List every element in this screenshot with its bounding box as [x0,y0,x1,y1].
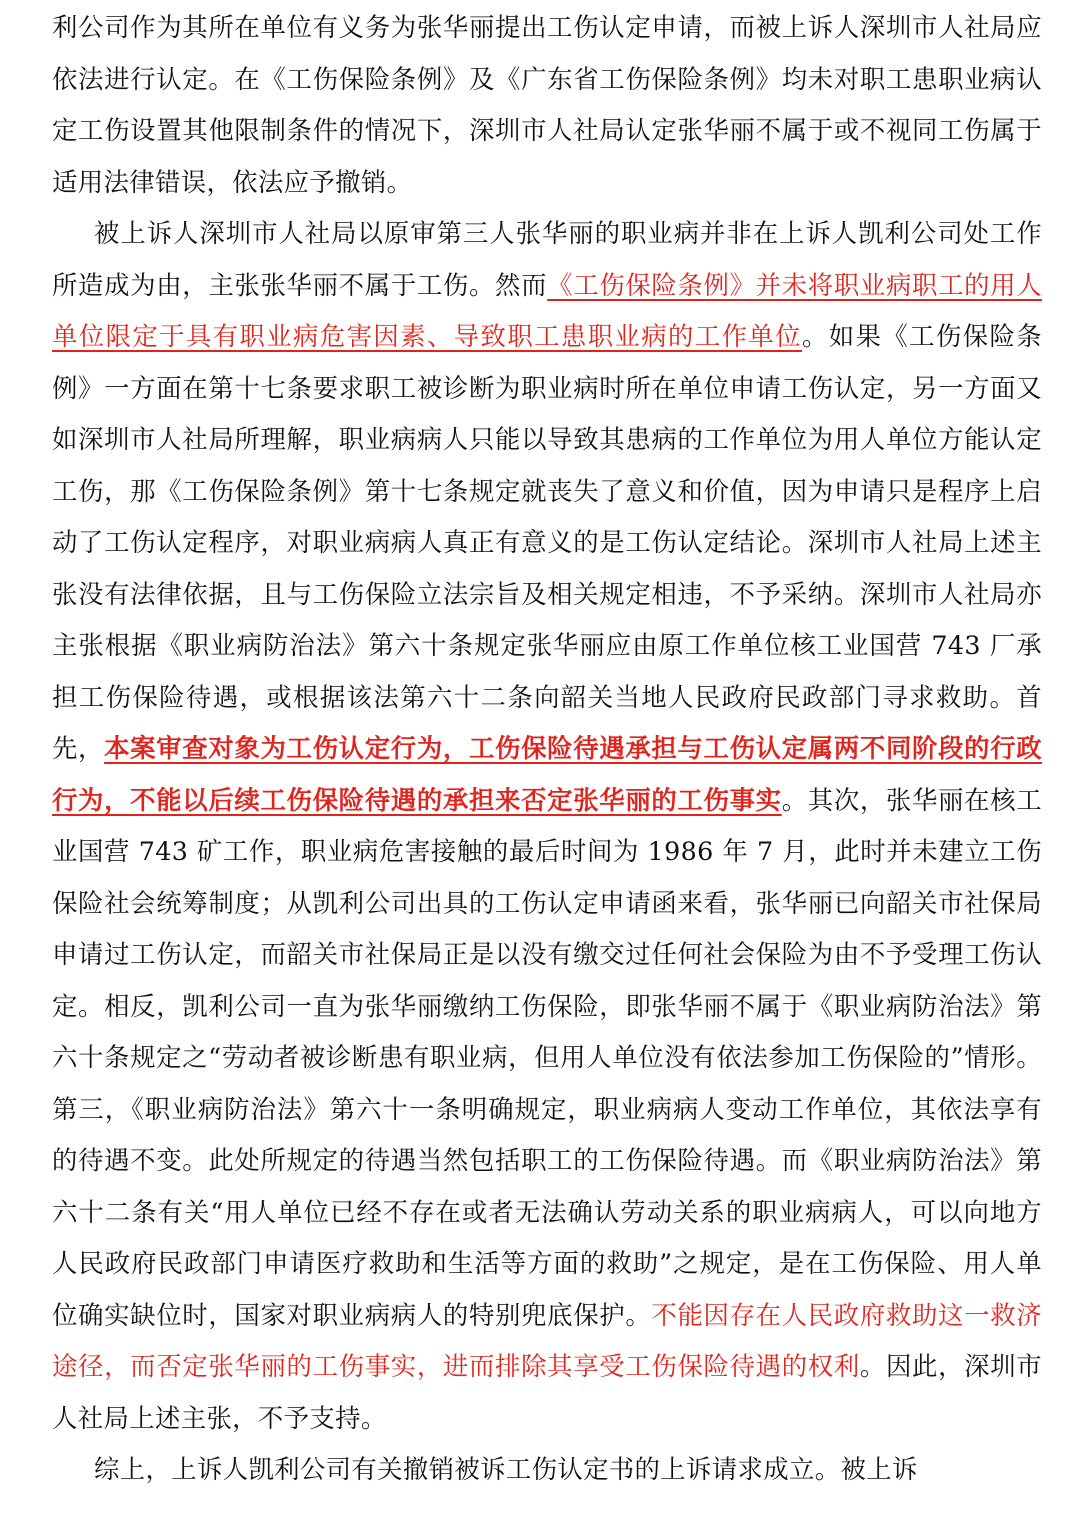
paragraph-3-text: 综上，上诉人凯利公司有关撤销被诉工伤认定书的上诉请求成立。被上诉 [94,1454,918,1484]
paragraph-court-reasoning [52,208,1042,1444]
paragraph-2-text-a: 被上诉人深圳市人社局以原审第三人张华丽的职业病并非在上诉人凯利公司处工作所造成为由，主张张华丽不属于工伤。然而 [52,218,1042,300]
paragraph-conclusion [52,1444,1042,1496]
paragraph-1-text: 利公司作为其所在单位有义务为张华丽提出工伤认定申请，而被上诉人深圳市人社局应依法进行认定。在《工伤保险条例》及《广东省工伤保险条例》均未对职工患职业病认定工伤设置其他限制条件的情况下，深圳市人社局认定张华丽不属于或不视同工伤属于适用法律错误，依法应予撤销。 [52,12,1042,197]
paragraph-2-text-b: 。如果《工伤保险条例》一方面在第十七条要求职工被诊断为职业病时所在单位申请工伤认定，另一方面又如深圳市人社局所理解，职业病病人只能以导致其患病的工作单位为用人单位方能认定工伤，那《工伤保险条例》第十七条规定就丧失了意义和价值，因为申请只是程序上启动了工伤认定程序，对职业病病人真正有意义的是工伤认定结论。深圳市人社局上述主张没有法律依据，且与工伤保险立法宗旨及相关规定相违，不予采纳。深圳市人社局亦主张根据《职业病防治法》第六十条规定张华丽应由原工作单位核工业国营 743 厂承担工伤保险待遇，或根据该法第六十二条向韶关当地人民政府民政部门寻求救助。首先， [52,321,1042,763]
highlight-underline-review-object: 本案审查对象为工伤认定行为，工伤保险待遇承担与工伤认定属两不同阶段的行政行为，不能以后续工伤保险待遇的承担来否定张华丽的工伤事实 [52,733,1042,815]
highlight-underline-employer-scope: 《工伤保险条例》并未将职业病职工的用人单位限定于具有职业病危害因素、导致职工患职业病的工作单位 [52,269,1042,351]
paragraph-continuation [52,2,1042,208]
paragraph-2-text-c: 。其次，张华丽在核工业国营 743 矿工作，职业病危害接触的最后时间为 1986 年 7 月，此时并未建立工伤保险社会统筹制度；从凯利公司出具的工伤认定申请函来看，张华丽已向韶关市社保局申请过工伤认定，而韶关市社保局正是以没有缴交过任何社会保险为由不予受理工伤认定。相反，凯利公司一直为张华丽缴纳工伤保险，即张华丽不属于《职业病防治法》第六十条规定之“劳动者被诊断患有职业病，但用人单位没有依法参加工伤保险的”情形。第三，《职业病防治法》第六十一条明确规定，职业病病人变动工作单位，其依法享有的待遇不变。此处所规定的待遇当然包括职工的工伤保险待遇。而《职业病防治法》第六十二条有关“用人单位已经不存在或者无法确认劳动关系的职业病病人，可以向地方人民政府民政部门申请医疗救助和生活等方面的救助”之规定，是在工伤保险、用人单位确实缺位时，国家对职业病病人的特别兜底保护。 [52,784,1042,1330]
highlight-relief-channel: 不能因存在人民政府救助这一救济途径，而否定张华丽的工伤事实，进而排除其享受工伤保险待遇的权利 [52,1299,1042,1381]
paragraph-2-text-d: 。因此，深圳市人社局上述主张，不予支持。 [52,1351,1042,1433]
